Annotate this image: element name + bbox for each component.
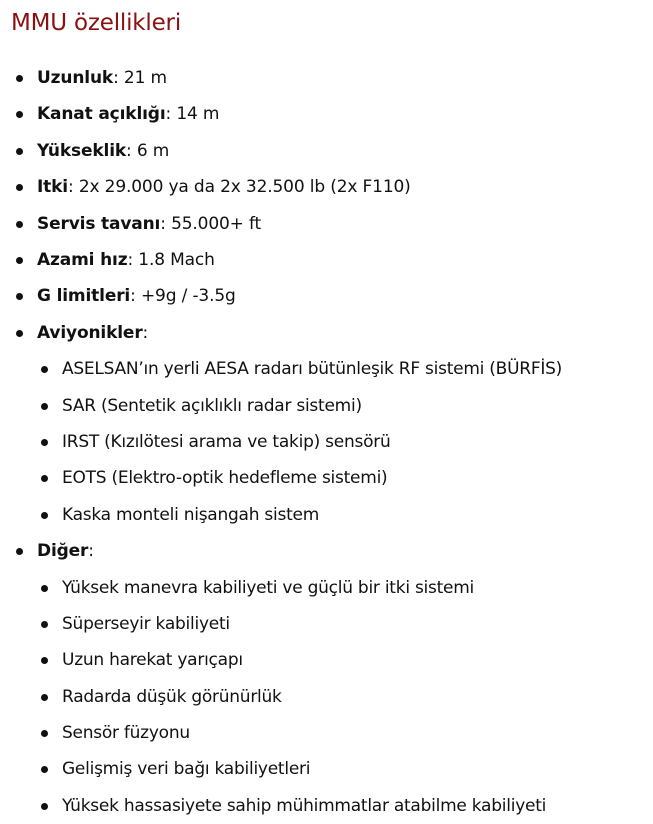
spec-key: Aviyonikler <box>37 323 143 343</box>
bullet-icon <box>16 293 23 300</box>
bullet-icon <box>41 657 48 664</box>
avionics-item-text: IRST (Kızılötesi arama ve takip) sensörü <box>62 432 391 452</box>
other-item <box>0 788 653 824</box>
other-item-text: Yüksek hassasiyete sahip mühimmatlar atabilme kabiliyeti <box>62 796 546 816</box>
spec-item-thrust <box>0 169 653 205</box>
bullet-icon <box>16 111 23 118</box>
spec-value: : +9g / -3.5g <box>130 286 236 306</box>
spec-value: : 14 m <box>166 104 220 124</box>
other-item <box>0 570 653 606</box>
other-item-text: Uzun harekat yarıçapı <box>62 650 243 670</box>
avionics-item-text: Kaska monteli nişangah sistem <box>62 505 319 525</box>
section-heading: MMU özellikleri <box>11 7 181 39</box>
spec-item-other <box>0 533 653 824</box>
other-item-text: Radarda düşük görünürlük <box>62 687 282 707</box>
avionics-item <box>0 388 653 424</box>
spec-key: Itki <box>37 177 68 197</box>
spec-item-wingspan <box>0 96 653 132</box>
spec-key: Kanat açıklığı <box>37 104 166 124</box>
spec-value: : 6 m <box>126 141 169 161</box>
spec-suffix: : <box>143 323 149 343</box>
bullet-icon <box>41 803 48 810</box>
bullet-icon <box>16 148 23 155</box>
bullet-icon <box>16 75 23 82</box>
bullet-icon <box>41 694 48 701</box>
spec-key: Diğer <box>37 541 88 561</box>
spec-suffix: : <box>88 541 94 561</box>
other-item <box>0 642 653 678</box>
other-item-text: Süperseyir kabiliyeti <box>62 614 230 634</box>
avionics-item-text: EOTS (Elektro-optik hedefleme sistemi) <box>62 468 387 488</box>
avionics-item <box>0 460 653 496</box>
spec-value: : 55.000+ ft <box>160 214 261 234</box>
bullet-icon <box>41 403 48 410</box>
other-item <box>0 679 653 715</box>
spec-item-max-speed <box>0 242 653 278</box>
spec-value: : 2x 29.000 ya da 2x 32.500 lb (2x F110) <box>68 177 411 197</box>
bullet-icon <box>41 512 48 519</box>
other-item <box>0 715 653 751</box>
bullet-icon <box>16 548 23 555</box>
bullet-icon <box>41 475 48 482</box>
other-item-text: Gelişmiş veri bağı kabiliyetleri <box>62 759 310 779</box>
avionics-item <box>0 351 653 387</box>
bullet-icon <box>41 730 48 737</box>
avionics-item-text: SAR (Sentetik açıklıklı radar sistemi) <box>62 396 362 416</box>
bullet-icon <box>41 585 48 592</box>
spec-key: G limitleri <box>37 286 130 306</box>
bullet-icon <box>41 621 48 628</box>
spec-item-length <box>0 60 653 96</box>
spec-list <box>0 60 653 824</box>
spec-value: : 21 m <box>113 68 167 88</box>
other-item <box>0 751 653 787</box>
avionics-list <box>37 351 653 533</box>
spec-item-service-ceiling <box>0 206 653 242</box>
bullet-icon <box>41 766 48 773</box>
other-item-text: Yüksek manevra kabiliyeti ve güçlü bir itki sistemi <box>62 578 474 598</box>
spec-key: Yükseklik <box>37 141 126 161</box>
spec-key: Uzunluk <box>37 68 113 88</box>
bullet-icon <box>16 330 23 337</box>
bullet-icon <box>16 184 23 191</box>
other-item-text: Sensör füzyonu <box>62 723 190 743</box>
bullet-icon <box>16 221 23 228</box>
avionics-item <box>0 497 653 533</box>
spec-value: : 1.8 Mach <box>127 250 214 270</box>
spec-key: Servis tavanı <box>37 214 160 234</box>
avionics-item-text: ASELSAN’ın yerli AESA radarı bütünleşik RF sistemi (BÜRFİS) <box>62 359 562 379</box>
spec-key: Azami hız <box>37 250 127 270</box>
bullet-icon <box>41 439 48 446</box>
bullet-icon <box>41 366 48 373</box>
other-item <box>0 606 653 642</box>
bullet-icon <box>16 257 23 264</box>
spec-item-avionics <box>0 315 653 533</box>
other-list <box>37 570 653 824</box>
spec-item-height <box>0 133 653 169</box>
spec-item-g-limits <box>0 278 653 314</box>
avionics-item <box>0 424 653 460</box>
